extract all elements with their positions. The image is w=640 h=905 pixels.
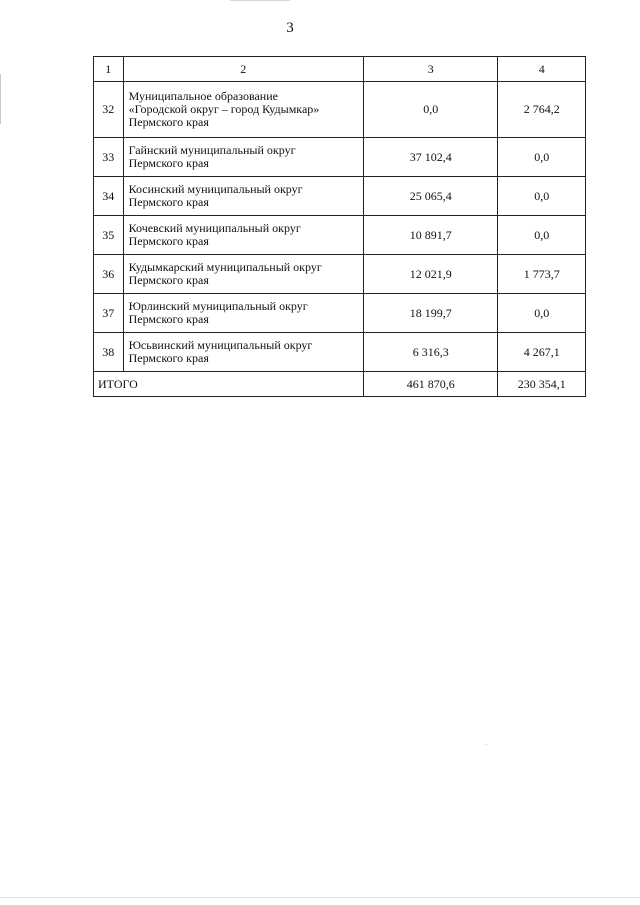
value-col-4: 2 764,2	[498, 82, 586, 138]
header-cell-2: 2	[123, 57, 363, 82]
total-row	[94, 372, 586, 397]
table-header-row	[94, 57, 586, 82]
municipality-name-line: Пермского края	[128, 115, 209, 129]
value-col-3: 25 065,4	[363, 177, 497, 216]
total-col-3: 461 870,6	[363, 372, 497, 397]
table-body	[94, 57, 586, 397]
municipality-name-line: «Городской округ – город Кудымкар»	[128, 102, 320, 116]
value-col-3: 0,0	[363, 82, 497, 138]
municipality-name-line: Пермского края	[128, 195, 209, 209]
municipality-name	[123, 138, 363, 177]
value-col-4: 0,0	[498, 294, 586, 333]
municipality-name	[123, 333, 363, 372]
scan-edge-mark	[230, 0, 290, 1]
municipality-name-line: Пермского края	[128, 156, 209, 170]
municipality-name-line: Муниципальное образование	[128, 89, 278, 103]
value-col-3: 10 891,7	[363, 216, 497, 255]
total-label: ИТОГО	[94, 372, 364, 397]
row-number: 37	[94, 294, 124, 333]
data-table	[93, 56, 586, 397]
municipality-name-line: Пермского края	[128, 234, 209, 248]
page-number: 3	[286, 20, 294, 36]
row-number: 32	[94, 82, 124, 138]
header-cell-1: 1	[94, 57, 124, 82]
municipality-name-line: Пермского края	[128, 312, 209, 326]
row-number: 36	[94, 255, 124, 294]
municipality-name	[123, 82, 363, 138]
table-row	[94, 216, 586, 255]
value-col-4: 1 773,7	[498, 255, 586, 294]
table-row	[94, 82, 586, 138]
table-row	[94, 177, 586, 216]
municipality-name-line: Юсьвинский муниципальный округ	[128, 338, 313, 352]
value-col-4: 0,0	[498, 138, 586, 177]
municipality-name	[123, 216, 363, 255]
value-col-3: 6 316,3	[363, 333, 497, 372]
value-col-3: 12 021,9	[363, 255, 497, 294]
municipality-name-line: Кочевский муниципальный округ	[128, 221, 301, 235]
scan-speck	[486, 744, 487, 745]
municipality-name	[123, 294, 363, 333]
row-number: 35	[94, 216, 124, 255]
row-number: 38	[94, 333, 124, 372]
header-cell-3: 3	[363, 57, 497, 82]
municipality-name-line: Пермского края	[128, 351, 209, 365]
value-col-4: 0,0	[498, 216, 586, 255]
header-cell-4: 4	[498, 57, 586, 82]
value-col-4: 4 267,1	[498, 333, 586, 372]
municipality-name-line: Пермского края	[128, 273, 209, 287]
municipality-name-line: Кудымкарский муниципальный округ	[128, 260, 322, 274]
municipality-name-line: Косинский муниципальный округ	[128, 182, 303, 196]
table-row	[94, 138, 586, 177]
total-col-4: 230 354,1	[498, 372, 586, 397]
row-number: 33	[94, 138, 124, 177]
value-col-3: 37 102,4	[363, 138, 497, 177]
municipality-name	[123, 177, 363, 216]
scan-edge-mark	[0, 897, 640, 898]
scan-edge-mark	[0, 74, 1, 124]
table-row	[94, 333, 586, 372]
value-col-3: 18 199,7	[363, 294, 497, 333]
row-number: 34	[94, 177, 124, 216]
table-row	[94, 255, 586, 294]
municipality-name-line: Гайнский муниципальный округ	[128, 143, 296, 157]
table-row	[94, 294, 586, 333]
municipality-name-line: Юрлинский муниципальный округ	[128, 299, 308, 313]
value-col-4: 0,0	[498, 177, 586, 216]
municipality-name	[123, 255, 363, 294]
